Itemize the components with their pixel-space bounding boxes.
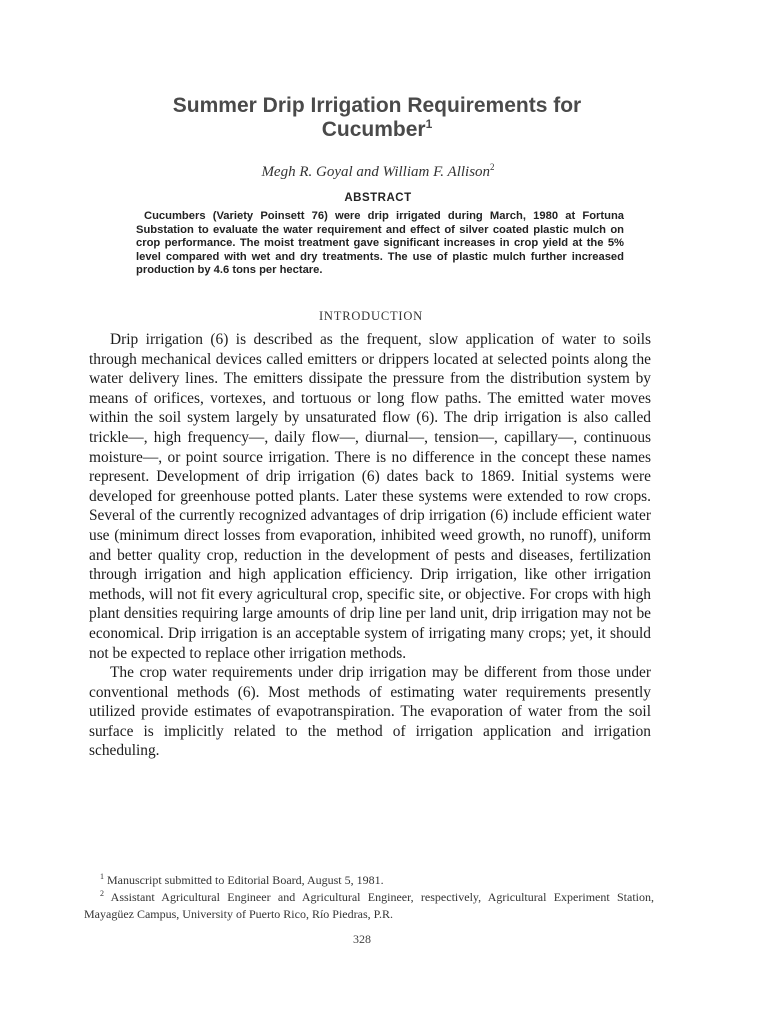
introduction-paragraph: The crop water requirements under drip irrigation may be different from those under conventional methods (6). Most methods of estimating water requirements presently utilized provide estimates of evapotranspiration. The evaporation of water from the soil surface is implicitly related to the method of irrigation application and irrigation scheduling. bbox=[89, 664, 651, 760]
footnote-2-text: Assistant Agricultural Engineer and Agricultural Engineer, respectively, Agricultural Experiment Station, Mayagüez Campus, University of Puerto Rico, Río Piedras, P.R. bbox=[84, 890, 655, 921]
author-line bbox=[0, 164, 756, 181]
footnote-2-mark: 2 bbox=[100, 889, 104, 898]
title-line-1: Summer Drip Irrigation Requirements for bbox=[172, 94, 582, 117]
introduction-paragraph: Drip irrigation (6) is described as the frequent, slow application of water to soils through mechanical devices called emitters or drippers located at selected points along the water delivery lines. The emitters dissipate the pressure from the distribution system by means of orifices, vortexes, and tortuous or long flow paths. The emitted water moves within the soil system largely by unsaturated flow (6). The drip irrigation is also called trickle—, high frequency—, daily flow—, diurnal—, tension—, capillary—, continuous moisture—, or point source irrigation. There is no difference in the concept these names represent. Development of drip irrigation (6) dates back to 1869. Initial systems were developed for greenhouse potted plants. Later these systems were extended to row crops. Several of the currently recognized advantages of drip irrigation (6) include efficient water use (minimum direct losses from evaporation, inhibited weed growth, no runoff), uniform and better quality crop, reduction in the development of pests and diseases, fertilization through irrigation and high application efficiency. Drip irrigation, like other irrigation methods, will not fit every agricultural crop, specific site, or objective. For crops with high plant densities requiring large amounts of drip line per land unit, drip irrigation may not be economical. Drip irrigation is an acceptable system of irrigating many crops; yet, it should not be expected to replace other irrigation methods. bbox=[89, 331, 651, 662]
abstract-text bbox=[136, 210, 624, 278]
author-names: Megh R. Goyal and William F. Allison bbox=[261, 164, 491, 180]
page-number: 328 bbox=[353, 932, 371, 946]
article-title bbox=[0, 94, 754, 142]
footnote-1-text: Manuscript submitted to Editorial Board, August 5, 1981. bbox=[107, 873, 384, 887]
footnotes bbox=[84, 872, 654, 923]
introduction-heading: INTRODUCTION bbox=[318, 309, 424, 323]
abstract-body: Cucumbers (Variety Poinsett 76) were drip irrigated during March, 1980 at Fortuna Substation to evaluate the water requirement and effect of silver coated plastic mulch on crop performance. The moist treatment gave significant increases in crop yield at the 5% level compared with wet and dry treatments. The use of plastic mulch further increased production by 4.6 tons per hectare. bbox=[136, 210, 624, 276]
title-footnote-mark: 1 bbox=[425, 117, 433, 131]
abstract-heading: ABSTRACT bbox=[344, 192, 412, 204]
author-footnote-mark: 2 bbox=[490, 162, 495, 172]
footnote-2 bbox=[84, 889, 654, 923]
title-line-2: Cucumber bbox=[321, 118, 426, 141]
introduction-body bbox=[89, 330, 651, 761]
footnote-1-mark: 1 bbox=[100, 872, 104, 881]
footnote-1 bbox=[84, 872, 654, 889]
